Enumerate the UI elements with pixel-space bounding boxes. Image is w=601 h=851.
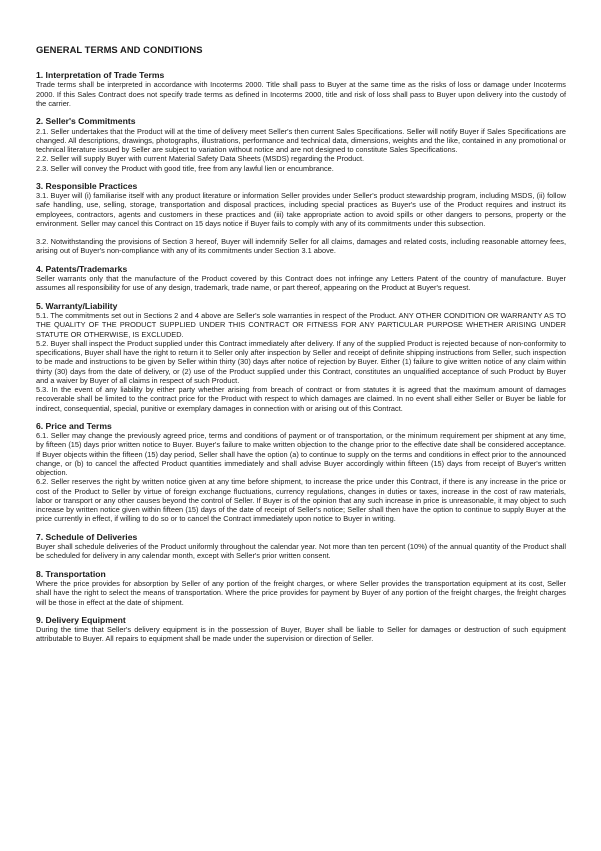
section-paragraph: Where the price provides for absorption by Seller of any portion of the freight charges, or where Seller provides the transportation equipment at its cost, Seller shall have the right to select the means of transportation. Where the price provides for payment by Buyer of any portion of the freight charges, the freight charges will be those in effect at the date of shipment. bbox=[36, 579, 566, 607]
section-paragraph: Trade terms shall be interpreted in accordance with Incoterms 2000. Title shall pass to Buyer at the same time as the risks of loss or damage under Incoterms 2000. If this Sales Contract does not specify trade terms as defined in Incoterms 2000, title and risk of loss shall pass to Buyer upon delivery into the custody of the carrier. bbox=[36, 80, 566, 108]
section-paragraph: 6.2. Seller reserves the right by written notice given at any time before shipment, to increase the price under this Contract, if there is any increase in the price or cost of the Product to Seller by virtue of foreign exchange fluctuations, currency regulations, changes in duties or taxes, increase in the cost of raw materials, labor or transport or any other causes beyond the control of Seller. If Buyer is of the opinion that any such increase in price is unreasonable, it may object to such increase by written notice given within fifteen (15) days of the date of receipt of Seller's notice; Seller shall then have the option to continue to supply Buyer at the price currently in effect, if willing to do so or to cancel the Contract immediately upon notice to Buyer in writing. bbox=[36, 477, 566, 524]
section-heading: 4. Patents/Trademarks bbox=[36, 263, 128, 274]
document-page bbox=[36, 44, 566, 652]
section-paragraph: Buyer shall schedule deliveries of the Product uniformly throughout the calendar year. Not more than ten percent (10%) of the annual quantity of the Product shall be scheduled for delivery in any calendar month, except with Seller's prior written consent. bbox=[36, 542, 566, 561]
section-paragraph: 5.2. Buyer shall inspect the Product supplied under this Contract immediately after delivery. If any of the supplied Product is rejected because of non-conformity to specifications, Buyer shall have the right to return it to Seller only after inspection by Seller and receipt of definite shipping instructions from Seller, such inspection to be made and instructions to be given by Seller within thirty (30) days after notice of rejection by Buyer. Either (1) failure to give written notice of any claim within thirty (30) days from the date of delivery, or (2) use of the Product supplied under this Contract, constitutes an unqualified acceptance of such Product by Buyer and a waiver by Buyer of all claims in respect of such Product. bbox=[36, 338, 566, 385]
section-5-warranty-liability bbox=[36, 301, 566, 413]
section-paragraph: 3.1. Buyer will (i) familiarise itself with any product literature or information Seller provides under Seller's product stewardship program, including MSDS, (ii) follow safe handling, use, selling, storage, transportation and disposal practices, including special practices as Buyer's use of the Product requires and instruct its employees, contractors, agents and customers in these practices and (iii) take appropriate action to avoid spills or other dangers to persons, property or the environment. Seller may cancel this Contract on 15 days notice if Buyer fails to comply with any of its commitments under this subsection. bbox=[36, 191, 566, 228]
document-title: GENERAL TERMS AND CONDITIONS bbox=[36, 44, 203, 55]
section-1-interpretation bbox=[36, 70, 566, 108]
section-paragraph: 6.1. Seller may change the previously agreed price, terms and conditions of payment or of transportation, or the minimum requirement per shipment at any time, by fifteen (15) days prior written notice to Buyer. Buyer's failure to make written objection to the change prior to the effective date shall be considered acceptance. If Buyer objects within the fifteen (15) day period, Seller shall have the option (a) to continue to supply on the terms and conditions in effect prior to the announced change, or (b) to cancel the affected Product quantities immediately and shall advise Buyer accordingly within fifteen (15) days from receipt of Buyer's written objection. bbox=[36, 431, 566, 478]
section-paragraph: During the time that Seller's delivery equipment is in the possession of Buyer, Buyer shall be liable to Seller for damages or destruction of such equipment attributable to Buyer. All repairs to equipment shall be made under the supervision or direction of Seller. bbox=[36, 625, 566, 644]
section-2-seller-commitments bbox=[36, 116, 566, 173]
section-4-patents-trademarks bbox=[36, 264, 566, 293]
section-7-schedule-of-deliveries bbox=[36, 532, 566, 561]
section-paragraph: 5.1. The commitments set out in Sections 2 and 4 above are Seller's sole warranties in respect of the Product. ANY OTHER CONDITION OR WARRANTY AS TO THE QUALITY OF THE PRODUCT SUPPLIED UNDER THIS CONTRACT OR FITNESS FOR ANY PARTICULAR PURPOSE WHETHER ARISING UNDER STATUTE OR OTHERWISE, IS EXCLUDED. bbox=[36, 311, 566, 339]
section-heading: 8. Transportation bbox=[36, 568, 106, 579]
section-paragraph: 2.1. Seller undertakes that the Product will at the time of delivery meet Seller's then current Sales Specifications. Seller will notify Buyer if Sales Specifications are changed. All descriptions, drawings, photographs, illustrations, performance and technical data, dimensions, weights and the like, contained in any promotional or technical literature issued by Seller are subject to variation without notice and are not designed to constitute Sales Specifications. bbox=[36, 126, 566, 155]
section-heading: 5. Warranty/Liability bbox=[36, 300, 118, 311]
section-paragraph: 5.3. In the event of any liability by either party whether arising from breach of contract or from statutes it is agreed that the maximum amount of damages recoverable shall be limited to the contract price for the Product with respect to which damages are claimed. In no event shall either Seller or Buyer be liable for indirect, consequential, special, punitive or exemplary damages in connection with or arising out of this Contract. bbox=[36, 385, 566, 413]
section-3-responsible-practices bbox=[36, 181, 566, 256]
section-heading: 3. Responsible Practices bbox=[36, 180, 138, 191]
section-9-delivery-equipment bbox=[36, 615, 566, 644]
section-paragraph: 2.3. Seller will convey the Product with good title, free from any lawful lien or encumbrance. bbox=[36, 163, 334, 173]
section-heading: 1. Interpretation of Trade Terms bbox=[36, 70, 165, 80]
section-paragraph: Seller warrants only that the manufacture of the Product covered by this Contract does not infringe any Letters Patent of the country of manufacture. Buyer assumes all responsibility for use of any design, trademark, trade name, or part thereof, appearing on the Product at Buyer's request. bbox=[36, 274, 566, 293]
section-paragraph: 2.2. Seller will supply Buyer with current Material Safety Data Sheets (MSDS) regarding the Product. bbox=[36, 154, 365, 164]
section-heading: 7. Schedule of Deliveries bbox=[36, 531, 138, 542]
section-6-price-and-terms bbox=[36, 421, 566, 524]
section-heading: 6. Price and Terms bbox=[36, 420, 112, 431]
section-heading: 2. Seller's Commitments bbox=[36, 116, 136, 127]
section-heading: 9. Delivery Equipment bbox=[36, 614, 126, 625]
section-8-transportation bbox=[36, 569, 566, 607]
section-paragraph: 3.2. Notwithstanding the provisions of Section 3 hereof, Buyer will indemnify Seller for all claims, damages and related costs, including reasonable attorney fees, arising out of Buyer's non-compliance with any of its commitments under Section 3.1 above. bbox=[36, 237, 566, 256]
